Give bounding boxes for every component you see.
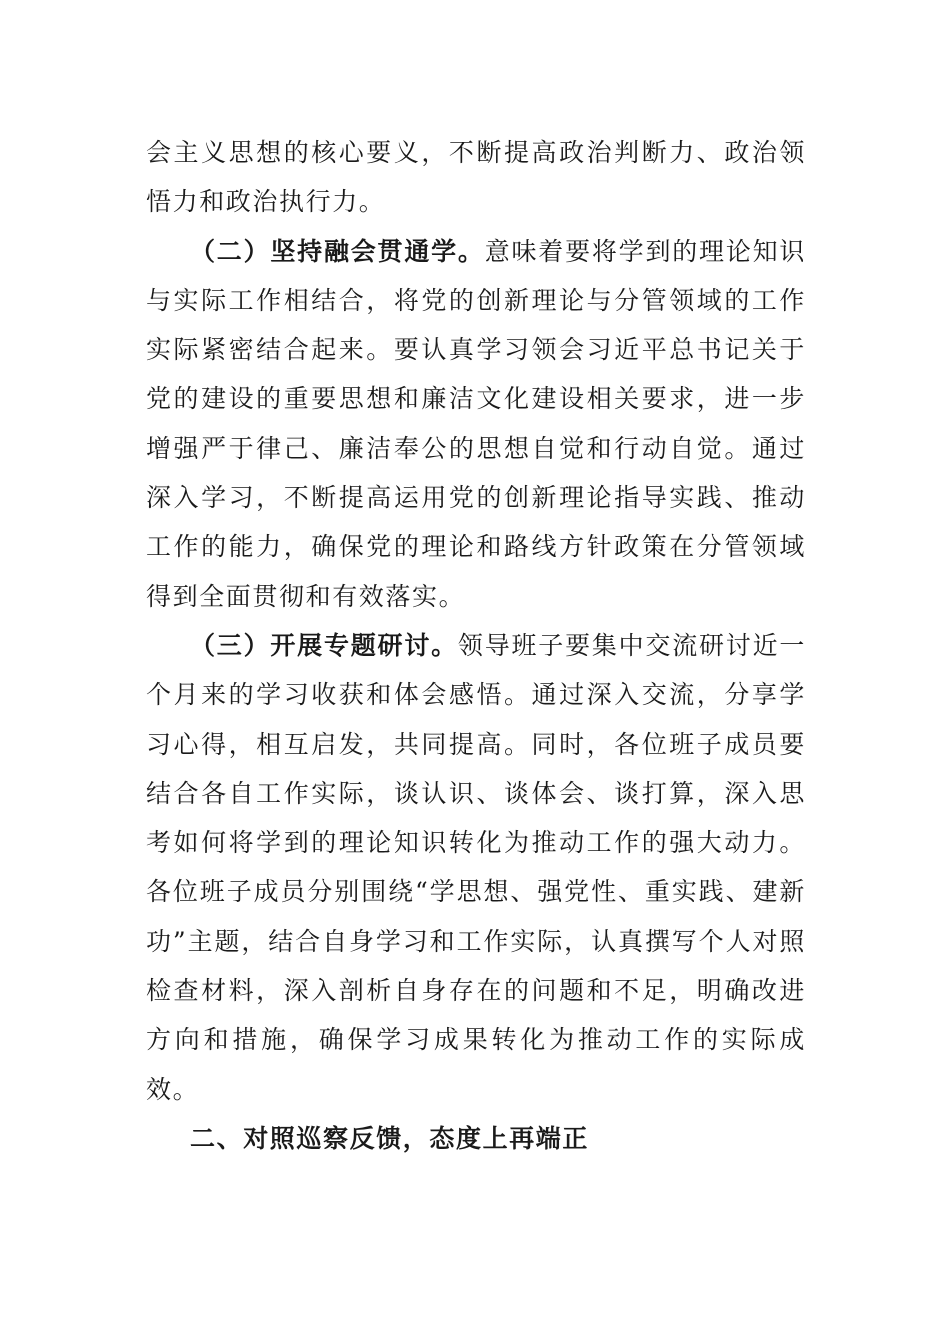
section-heading: 二、对照巡察反馈，态度上再端正 (190, 1123, 590, 1153)
paragraph-2-text: 意味着要将学到的理论知识与实际工作相结合，将党的创新理论与分管领域的工作实际紧密结合起来。要认真学习领会习近平总书记关于党的建设的重要思想和廉洁文化建设相关要求，进一步增强严于律己、廉洁奉公的思想自觉和行动自觉。通过深入学习，不断提高运用党的创新理论指导实践、推动工作的能力，确保党的理论和路线方针政策在分管领域得到全面贯彻和有效落实。 (146, 236, 806, 611)
paragraph-continuation (146, 128, 806, 227)
paragraph-3-text: 领导班子要集中交流研讨近一个月来的学习收获和体会感悟。通过深入交流，分享学习心得，相互启发，共同提高。同时，各位班子成员要结合各自工作实际，谈认识、谈体会、谈打算，深入思考如何将学到的理论知识转化为推动工作的强大动力。各位班子成员分别围绕“学思想、强党性、重实践、建新功”主题，结合自身学习和工作实际，认真撰写个人对照检查材料，深入剖析自身存在的问题和不足，明确改进方向和措施，确保学习成果转化为推动工作的实际成效。 (146, 630, 806, 1104)
document-page (146, 128, 806, 1163)
paragraph-integrated-study (146, 227, 806, 621)
paragraph-3-lead: （三）开展专题研讨。 (190, 630, 458, 660)
paragraph-2-lead: （二）坚持融会贯通学。 (190, 236, 485, 266)
paragraph-1-text: 会主义思想的核心要义，不断提高政治判断力、政治领悟力和政治执行力。 (146, 138, 806, 217)
paragraph-special-discussion (146, 621, 806, 1114)
